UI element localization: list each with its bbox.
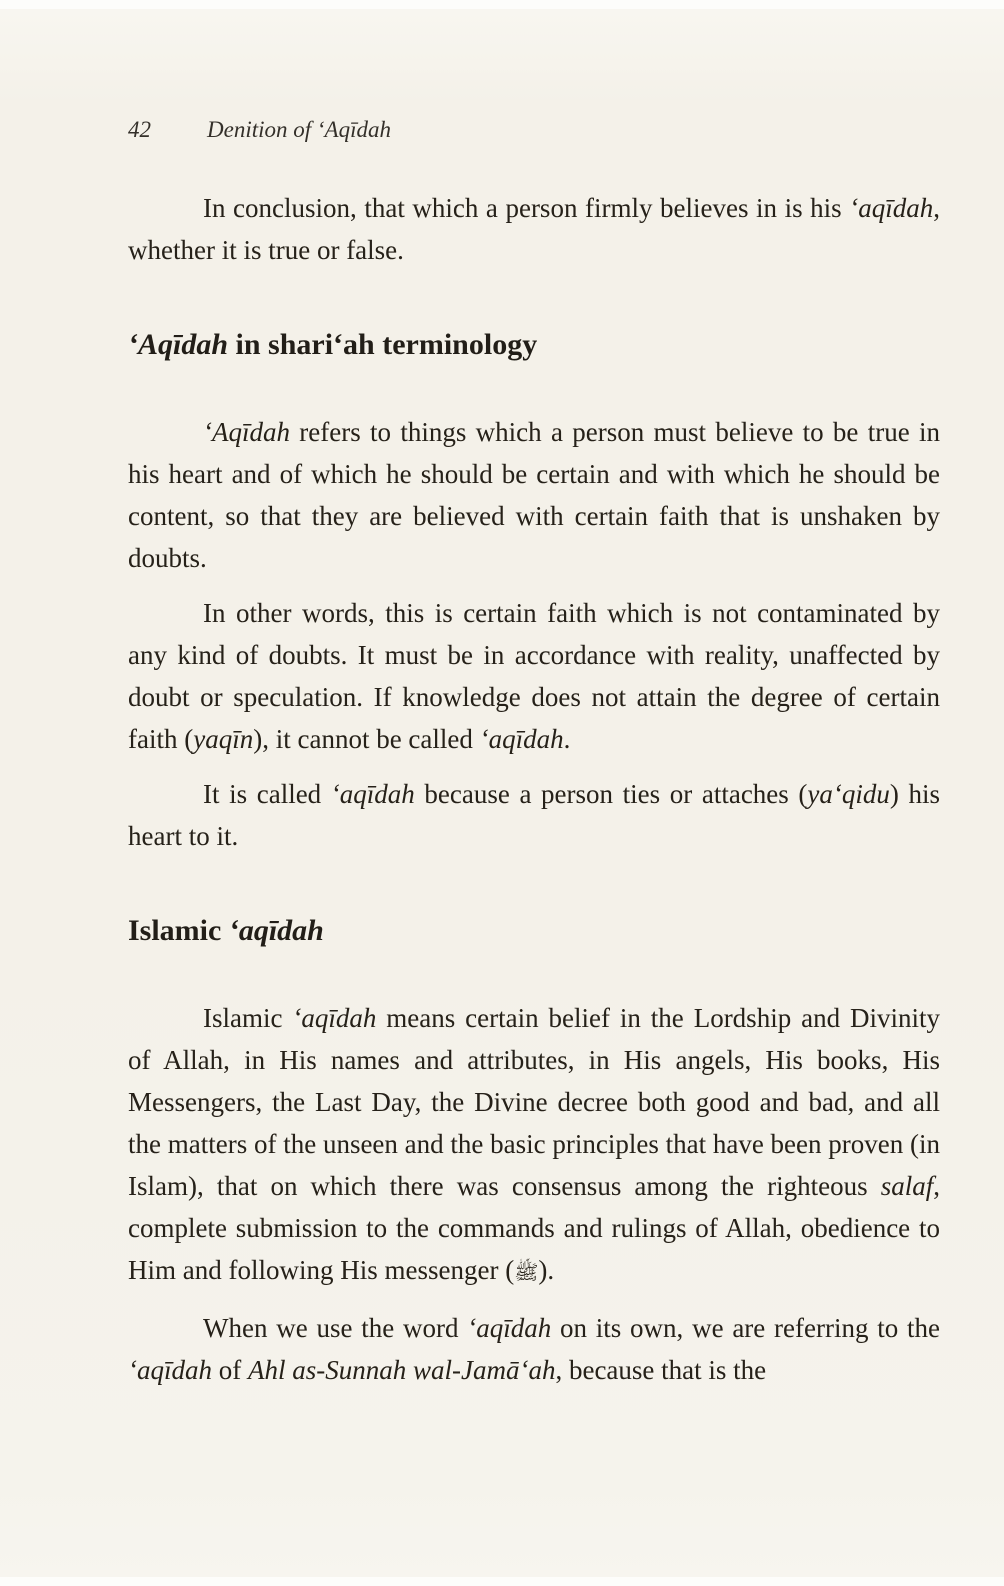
section-heading-islamic-aqidah [128, 911, 940, 951]
page-content [0, 9, 1004, 1391]
text-run: in shari‘ah terminology [228, 328, 538, 361]
text-run: In conclusion, that which a person firmly believes in is his [203, 193, 850, 223]
text-run: , because that is the [555, 1355, 767, 1385]
text-run: . [563, 724, 571, 754]
text-run: Islamic [203, 1003, 293, 1033]
text-run: When we use the word [203, 1313, 468, 1343]
text-run: Islamic [128, 914, 229, 947]
text-run: means certain belief in the Lordship and Divinity of Allah, in His names and attributes, in His angels, His books, His Messengers, the Last Day, the Divine decree both good and bad, and all the matters of the unseen and the basic principles that have been proven (in Islam), that on which there was consensus among the righteous [128, 1003, 940, 1201]
term-aqidah: ‘aqīdah [330, 779, 415, 809]
term-salaf: salaf [880, 1171, 934, 1201]
paragraph-when-we-use [128, 1307, 940, 1391]
term-aqidah: ‘aqīdah [128, 1355, 212, 1385]
page-number: 42 [128, 117, 151, 142]
paragraph-conclusion [128, 187, 940, 271]
text-run: because a person ties or attaches ( [414, 779, 808, 809]
prophet-salutation-icon: ﷺ [514, 1262, 539, 1284]
text-run: ), it cannot be called [253, 724, 480, 754]
term-aqidah: ‘Aqīdah [203, 417, 290, 447]
term-aqidah: ‘aqīdah [849, 193, 934, 223]
paragraph-certain-faith [128, 592, 940, 760]
term-aqidah: ‘aqīdah [467, 1313, 552, 1343]
text-run: In other words, this is certain faith which is not contaminated by any kind of doubts. It must be in accordance with reality, unaffected by doubt or speculation. If knowledge does not attain the degree of certain faith ( [128, 598, 940, 754]
paragraph-islamic-meaning [128, 997, 940, 1294]
term-yaqin: yaqīn [193, 724, 254, 754]
term-aqidah: ‘aqīdah [292, 1003, 377, 1033]
text-run: on its own, we are referring to the [551, 1313, 940, 1343]
term-ahl-as-sunnah: Ahl as-Sunnah wal-Jamā‘ah [248, 1355, 556, 1385]
text-run: of [212, 1355, 248, 1385]
page-header [128, 115, 940, 145]
paragraph-definition [128, 411, 940, 579]
term-aqidah: ‘aqīdah [228, 914, 324, 947]
term-yaqidu: ya‘qidu [807, 779, 890, 809]
text-run: , whether it is true or false. [128, 193, 940, 265]
term-aqidah: ‘Aqīdah [128, 328, 229, 361]
section-heading-shariah-terminology [128, 325, 940, 365]
term-aqidah: ‘aqīdah [479, 724, 564, 754]
running-head-title: Denition of ‘Aqīdah [207, 117, 391, 142]
text-run: ). [538, 1255, 555, 1285]
book-page-scan [0, 9, 1004, 1577]
text-run: It is called [203, 779, 331, 809]
text-run: ) his heart to it. [128, 779, 940, 851]
text-run: , complete submission to the commands and rulings of Allah, obedience to Him and following His messenger ( [128, 1171, 940, 1285]
text-run: refers to things which a person must believe to be true in his heart and of which he should be certain and with which he should be content, so that they are believed with certain faith that is unshaken by doubts. [128, 417, 940, 573]
paragraph-ties [128, 773, 940, 857]
